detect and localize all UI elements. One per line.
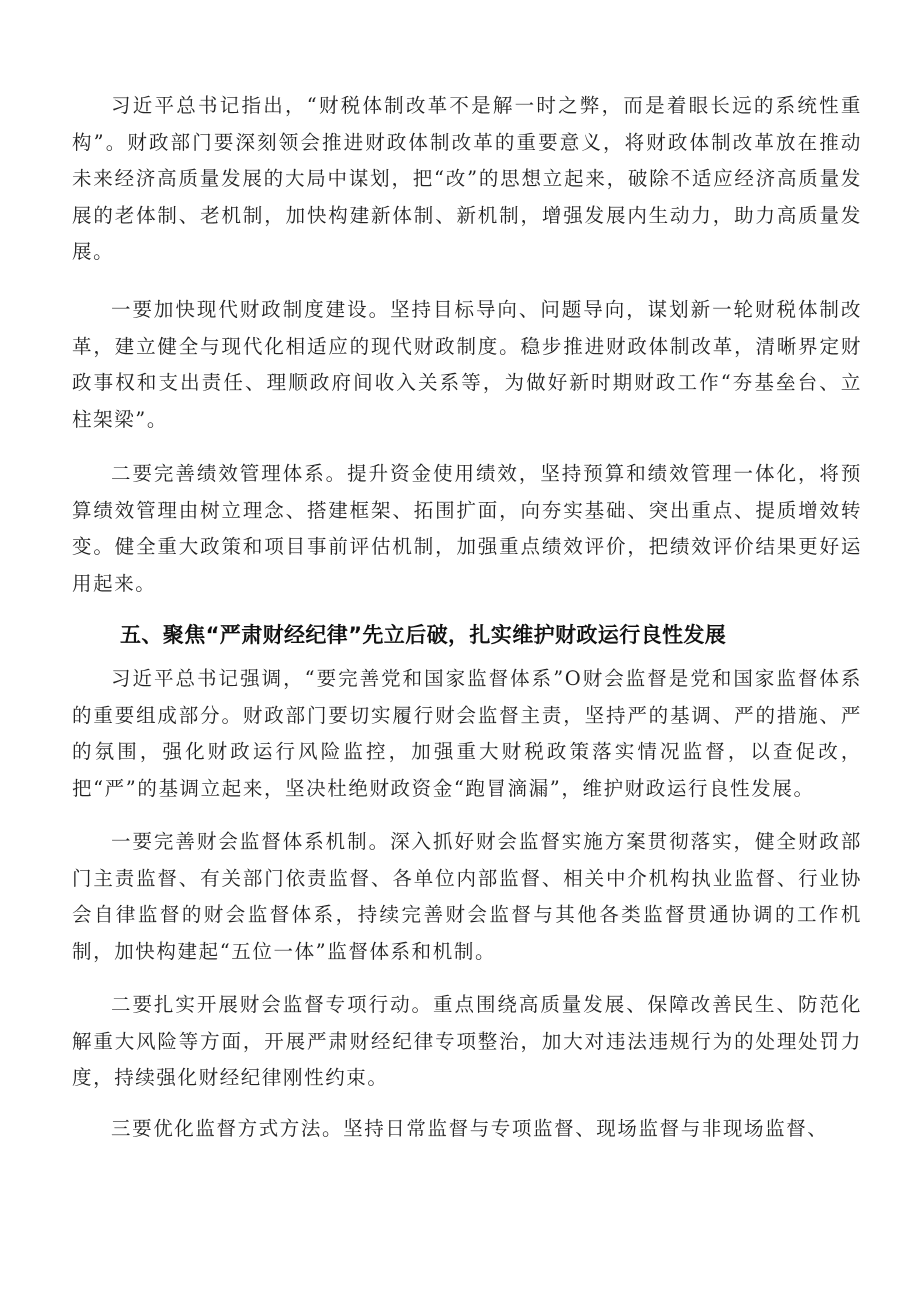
paragraph-fiscal-reform-intro: 习近平总书记指出，“财税体制改革不是解一时之弊，而是着眼长远的系统性重构”。财政部门要深刻领会推进财政体制改革的重要意义，将财政体制改革放在推动未来经济高质量发展的大局中谋划，把“改”的思想立起来，破除不适应经济高质量发展的老体制、老机制，加快构建新体制、新机制，增强发展内生动力，助力高质量发展。 [72,94,862,264]
paragraph-supervision-intro: 习近平总书记强调，“要完善党和国家监督体系”O财会监督是党和国家监督体系的重要组成部分。财政部门要切实履行财会监督主责，坚持严的基调、严的措施、严的氛围，强化财政运行风险监控，加强重大财税政策落实情况监督，以查促改，把“严”的基调立起来，坚决杜绝财政资金“跑冒滴漏”，维护财政运行良性发展。 [72,667,862,800]
paragraph-performance-management: 二要完善绩效管理体系。提升资金使用绩效，坚持预算和绩效管理一体化，将预算绩效管理由树立理念、搭建框架、拓围扩面，向夯实基础、突出重点、提质增效转变。健全重大政策和项目事前评估机制，加强重点绩效评价，把绩效评价结果更好运用起来。 [72,462,862,595]
paragraph-modern-fiscal-system: 一要加快现代财政制度建设。坚持目标导向、问题导向，谋划新一轮财税体制改革，建立健全与现代化相适应的现代财政制度。稳步推进财政体制改革，清晰界定财政事权和支出责任、理顺政府间收入关系等，为做好新时期财政工作“夯基垒台、立柱架梁”。 [72,298,862,431]
paragraph-supervision-methods: 三要优化监督方式方法。坚持日常监督与专项监督、现场监督与非现场监督、 [111,1117,829,1140]
paragraph-special-action: 二要扎实开展财会监督专项行动。重点围绕高质量发展、保障改善民生、防范化解重大风险等方面，开展严肃财经纪律专项整治，加大对违法违规行为的处理处罚力度，持续强化财经纪律刚性约束。 [72,993,862,1090]
paragraph-supervision-system: 一要完善财会监督体系机制。深入抓好财会监督实施方案贯彻落实，健全财政部门主责监督、有关部门依责监督、各单位内部监督、相关中介机构执业监督、行业协会自律监督的财会监督体系，持续完善财会监督与其他各类监督贯通协调的工作机制，加快构建起“五位一体”监督体系和机制。 [72,830,862,963]
section-heading-five: 五、聚焦“严肃财经纪律”先立后破，扎实维护财政运行良性发展 [120,623,727,647]
